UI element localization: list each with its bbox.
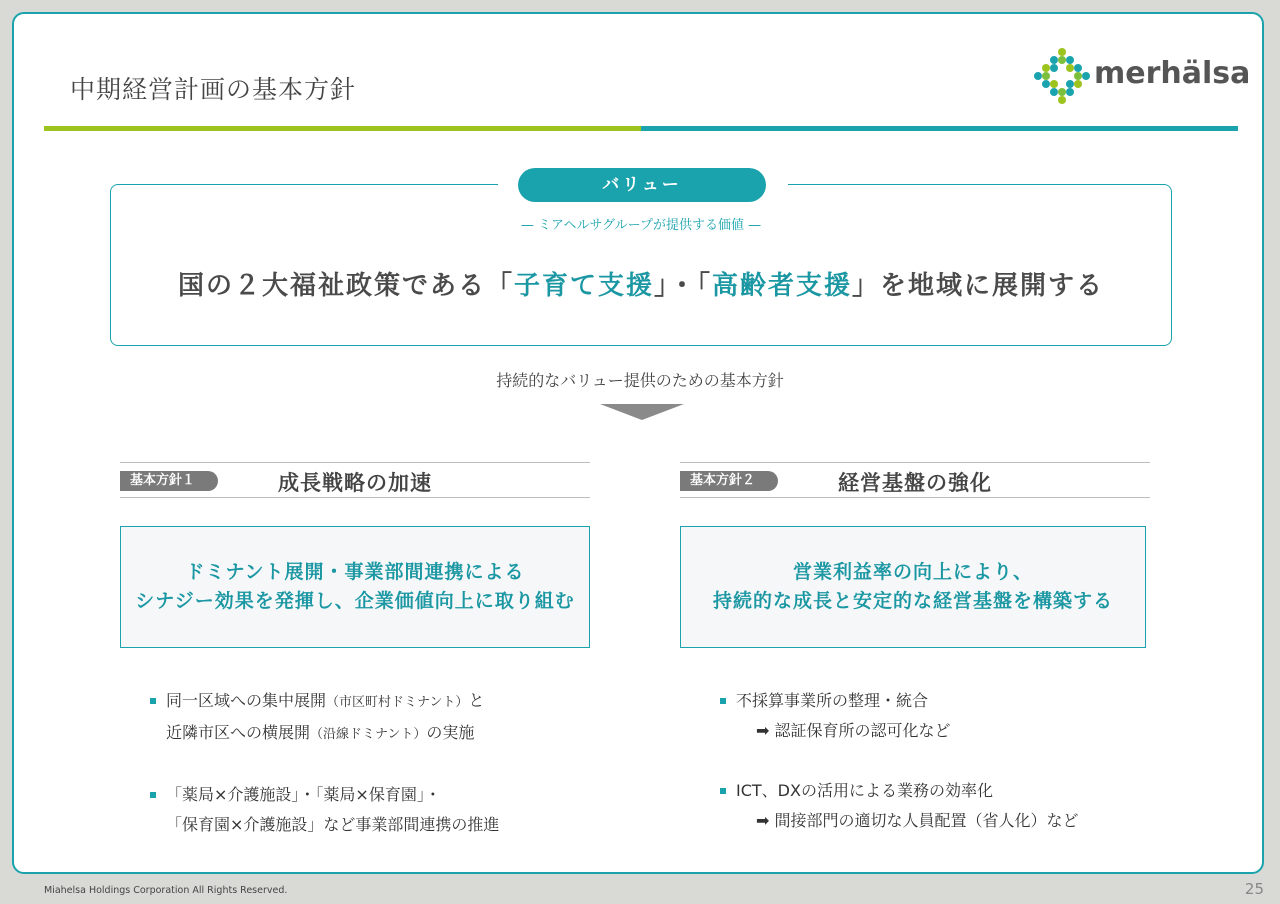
list-item: 不採算事業所の整理・統合 ➡ 認証保育所の認可化など bbox=[720, 686, 1160, 746]
strategy-box-1: ドミナント展開・事業部間連携による シナジー効果を発揮し、企業価値向上に取り組む bbox=[120, 526, 590, 648]
logo-text: merhälsa bbox=[1094, 56, 1251, 91]
policy-badge-2: 基本方針２ bbox=[680, 471, 778, 491]
bullet-square-icon bbox=[150, 698, 156, 704]
bullet-square-icon bbox=[720, 698, 726, 704]
slide bbox=[12, 12, 1264, 874]
bullet-list-2 bbox=[720, 686, 1160, 866]
list-item: 同一区域への集中展開（市区町村ドミナント）と 近隣市区への横展開（沿線ドミナント）の実施 bbox=[150, 686, 590, 750]
policy-column-2 bbox=[680, 462, 1150, 830]
strategy-box-2: 営業利益率の向上により、 持続的な成長と安定的な経営基盤を構築する bbox=[680, 526, 1146, 648]
title-divider bbox=[44, 126, 1238, 131]
arrow-down-icon bbox=[600, 404, 684, 420]
bullet-square-icon bbox=[720, 788, 726, 794]
page-title: 中期経営計画の基本方針 bbox=[70, 75, 357, 104]
policy-title-2: 経営基盤の強化 bbox=[838, 471, 992, 495]
policy-caption: 持続的なバリュー提供のための基本方針 bbox=[496, 371, 784, 390]
highlight-elderly-care: 高齢者支援 bbox=[712, 271, 853, 301]
policy-badge-1: 基本方針１ bbox=[120, 471, 218, 491]
policy-column-1 bbox=[120, 462, 590, 834]
policy-title-1: 成長戦略の加速 bbox=[278, 471, 432, 495]
list-item: ICT、DXの活用による業務の効率化 ➡ 間接部門の適切な人員配置（省人化）など bbox=[720, 776, 1160, 836]
bullet-list-1 bbox=[150, 686, 590, 870]
logo-mark-icon bbox=[1030, 44, 1094, 108]
company-logo bbox=[1030, 44, 1251, 108]
page-number: 25 bbox=[1244, 880, 1264, 898]
value-statement: 国の２大福祉政策である「子育て支援」・「高齢者支援」を地域に展開する bbox=[177, 271, 1105, 301]
policy-header-1 bbox=[120, 462, 590, 498]
copyright-footer: Miahelsa Holdings Corporation All Rights Reserved. bbox=[44, 885, 288, 896]
highlight-childcare: 子育て支援 bbox=[513, 271, 654, 301]
list-item: 「薬局×介護施設」・「薬局×保育園」・ 「保育園×介護施設」など事業部間連携の推進 bbox=[150, 780, 590, 840]
value-subtitle: — ミアヘルサグループが提供する価値 — bbox=[520, 218, 762, 233]
policy-header-2 bbox=[680, 462, 1150, 498]
value-label-pill: バリュー bbox=[518, 168, 766, 202]
bullet-square-icon bbox=[150, 792, 156, 798]
